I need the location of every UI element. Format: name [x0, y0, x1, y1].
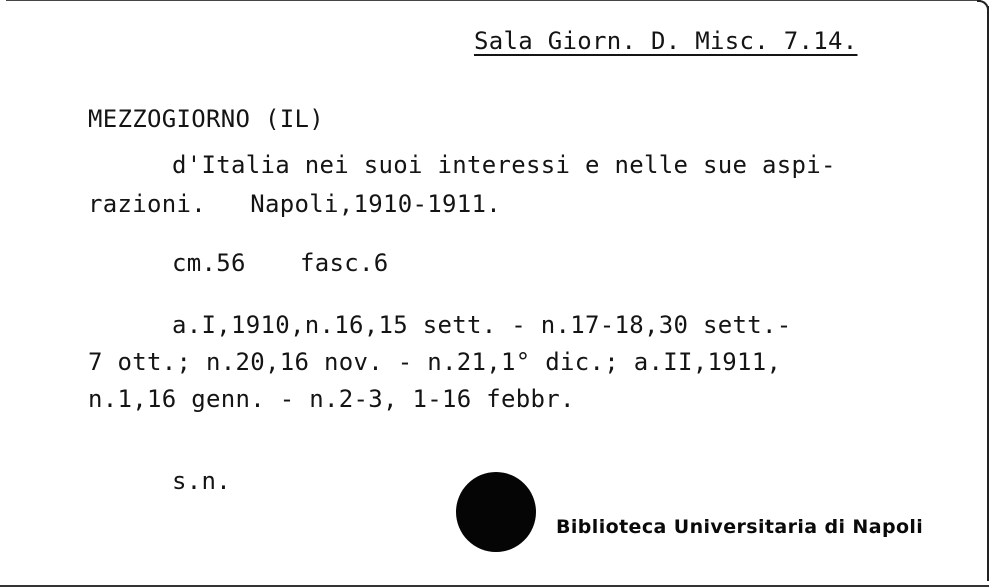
shelfmark: Sala Giorn. D. Misc. 7.14.: [474, 27, 858, 55]
library-stamp-text: Biblioteca Universitaria di Napoli: [556, 516, 924, 538]
catalog-heading: MEZZOGIORNO (IL): [88, 105, 324, 133]
holdings-line-2: 7 ott.; n.20,16 nov. - n.21,1° dic.; a.II,1911,: [88, 348, 782, 376]
holdings-line-1: a.I,1910,n.16,15 sett. - n.17-18,30 sett.-: [172, 311, 792, 339]
format-fascicles: fasc.6: [300, 249, 389, 277]
note: s.n.: [172, 467, 231, 495]
holdings-line-3: n.1,16 genn. - n.2-3, 1-16 febbr.: [88, 385, 575, 413]
title-line-1: d'Italia nei suoi interessi e nelle sue aspi-: [172, 151, 836, 179]
format-size: cm.56: [172, 249, 246, 277]
library-stamp-dot: [456, 472, 536, 552]
title-line-2: razioni. Napoli,1910-1911.: [88, 190, 501, 218]
card-top-edge: [6, 0, 981, 1]
